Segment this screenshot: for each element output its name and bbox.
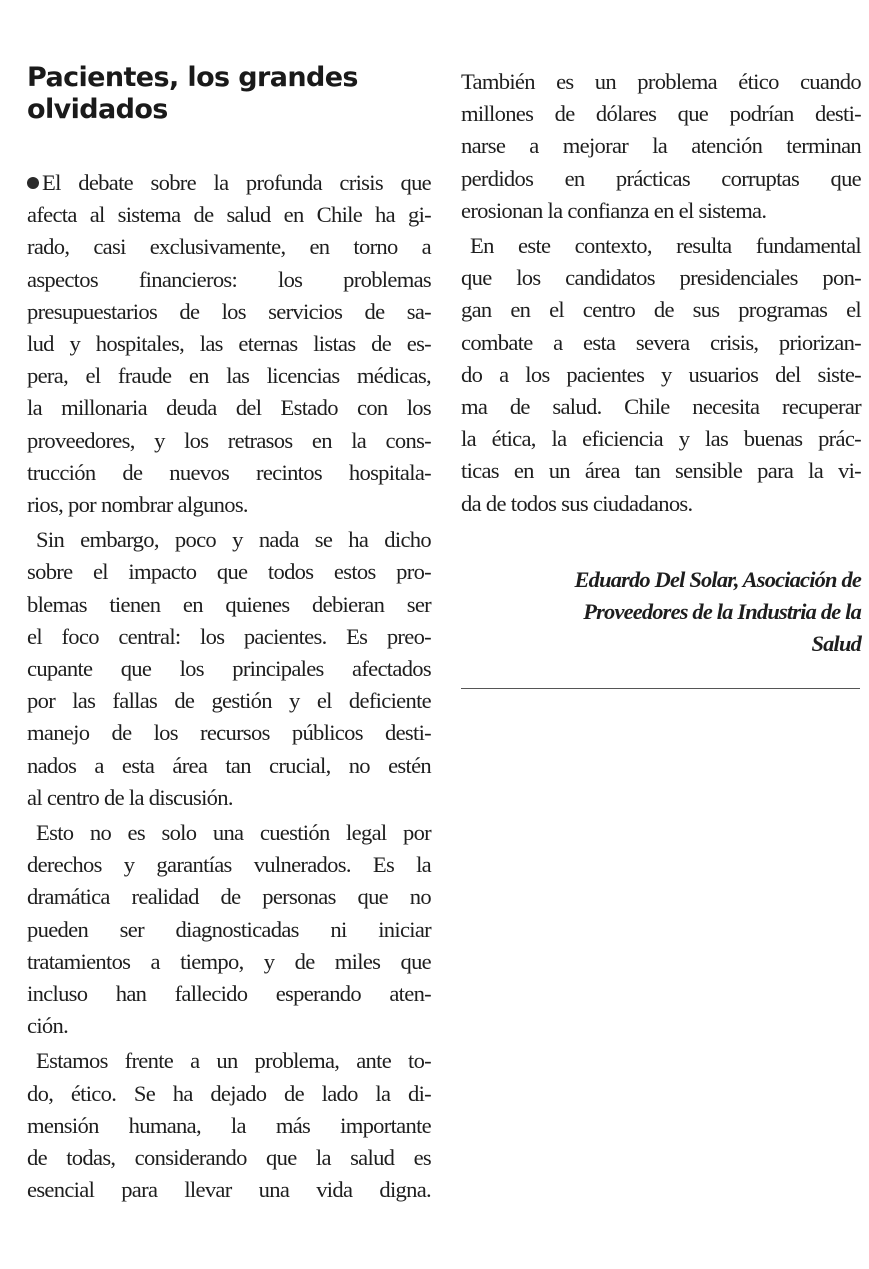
text-line: ma de salud. Chile necesita recuperar xyxy=(461,394,861,420)
text-line: el foco central: los pacientes. Es preo- xyxy=(27,623,431,649)
author-signature xyxy=(470,564,861,660)
text-line: do a los pacientes y usuarios del siste- xyxy=(461,361,861,387)
text-line: esencial para llevar una vida digna. xyxy=(27,1177,431,1203)
text-line: mensión humana, la más importante xyxy=(27,1112,431,1138)
text-line: gan en el centro de sus programas el xyxy=(461,297,861,323)
text-line: Sin embargo, poco y nada se ha dicho xyxy=(36,527,431,553)
paragraph-5 xyxy=(461,66,861,227)
text-line: incluso han fallecido esperando aten- xyxy=(27,981,431,1007)
right-column xyxy=(461,66,861,520)
signature-line: Salud xyxy=(811,631,861,656)
text-line: lud y hospitales, las eternas listas de es- xyxy=(27,331,431,357)
article-title xyxy=(27,62,427,126)
text-line: cupante que los principales afectados xyxy=(27,656,431,682)
paragraph-1 xyxy=(27,167,431,521)
text-line: presupuestarios de los servicios de sa- xyxy=(27,298,431,324)
title-line: Pacientes, los grandes xyxy=(27,62,358,93)
text-line: da de todos sus ciudadanos. xyxy=(461,490,693,516)
text-line: sobre el impacto que todos estos pro- xyxy=(27,559,431,585)
closing-divider xyxy=(461,688,860,689)
title-line: olvidados xyxy=(27,94,168,125)
signature-line: Eduardo Del Solar, Asociación de xyxy=(574,567,861,592)
paragraph-3 xyxy=(27,817,431,1042)
text-line: Esto no es solo una cuestión legal por xyxy=(36,820,431,846)
text-line: ción. xyxy=(27,1013,69,1039)
text-line: También es un problema ético cuando xyxy=(461,69,861,94)
paragraph-6 xyxy=(461,230,861,520)
text-line: erosionan la confianza en el sistema. xyxy=(461,197,767,223)
text-line: por las fallas de gestión y el deficiente xyxy=(27,688,431,714)
text-line: rado, casi exclusivamente, en torno a xyxy=(27,234,431,260)
text-line: do, ético. Se ha dejado de lado la di- xyxy=(27,1080,431,1106)
text-line: afecta al sistema de salud en Chile ha gi- xyxy=(27,202,431,228)
text-line: narse a mejorar la atención terminan xyxy=(461,133,861,159)
text-line: aspectos financieros: los problemas xyxy=(27,266,431,292)
text-line: Estamos frente a un problema, ante to- xyxy=(36,1048,431,1074)
signature-line: Proveedores de la Industria de la xyxy=(583,599,861,624)
text-line: al centro de la discusión. xyxy=(27,784,233,810)
text-line: manejo de los recursos públicos desti- xyxy=(27,720,431,746)
text-line: El debate sobre la profunda crisis que xyxy=(27,167,431,199)
text-line: millones de dólares que podrían desti- xyxy=(461,101,861,127)
text-line: pueden ser diagnosticadas ni iniciar xyxy=(27,916,431,942)
paragraph-2 xyxy=(27,524,431,814)
text-line: blemas tienen en quienes debieran ser xyxy=(27,591,431,617)
text-line: perdidos en prácticas corruptas que xyxy=(461,165,861,191)
bullet-icon xyxy=(27,177,39,189)
text-line: que los candidatos presidenciales pon- xyxy=(461,265,861,291)
text-line: rios, por nombrar algunos. xyxy=(27,492,248,518)
text-line: dramática realidad de personas que no xyxy=(27,884,431,910)
left-column xyxy=(27,167,431,1207)
text-line: la ética, la eficiencia y las buenas prác- xyxy=(461,426,861,452)
text-line: trucción de nuevos recintos hospitala- xyxy=(27,459,431,485)
text-line: pera, el fraude en las licencias médicas, xyxy=(27,363,431,389)
text-line: tratamientos a tiempo, y de miles que xyxy=(27,948,431,974)
text-line: ticas en un área tan sensible para la vi- xyxy=(461,458,861,484)
text-line: derechos y garantías vulnerados. Es la xyxy=(27,852,431,878)
text-line: combate a esta severa crisis, priorizan- xyxy=(461,329,861,355)
text-line: proveedores, y los retrasos en la cons- xyxy=(27,427,431,453)
paragraph-4 xyxy=(27,1045,431,1206)
text-line: de todas, considerando que la salud es xyxy=(27,1145,431,1171)
text-line: En este contexto, resulta fundamental xyxy=(470,233,861,259)
text-line: nados a esta área tan crucial, no estén xyxy=(27,752,431,778)
text-line: la millonaria deuda del Estado con los xyxy=(27,395,431,421)
